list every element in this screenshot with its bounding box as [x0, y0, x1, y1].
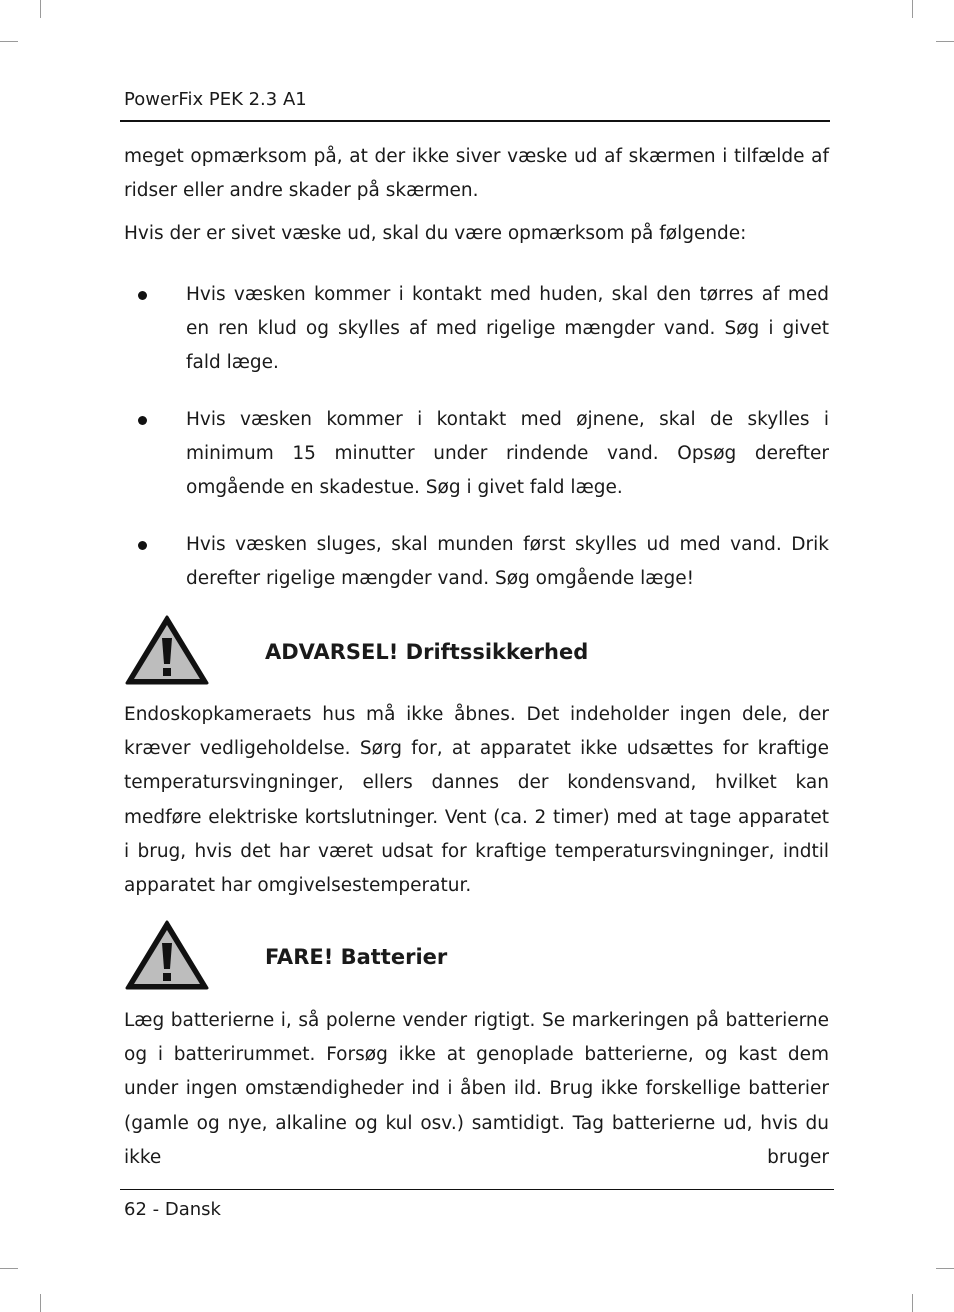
page-footer-label: 62 - Dansk — [124, 1199, 221, 1220]
bullet-dot-icon — [138, 291, 147, 300]
danger-batteries-heading: FARE! Batterier — [265, 945, 448, 969]
warning-triangle-icon — [124, 919, 210, 991]
crop-mark — [912, 1294, 913, 1312]
bullet-eye-contact: Hvis væsken kommer i kontakt med øjnene, skal de skylles i minimum 15 minutter under rindende vand. Opsøg derefter omgående en skadestue. Søg i givet fald læge. — [186, 409, 829, 499]
bullet-swallowed: Hvis væsken sluges, skal munden først skylles ud med vand. Drik derefter rigelige mængder vand. Søg omgående læge! — [186, 534, 829, 590]
crop-mark — [0, 1268, 18, 1269]
crop-mark — [0, 41, 18, 42]
warning-operating-safety-heading: ADVARSEL! Driftssikkerhed — [265, 640, 589, 664]
crop-mark — [912, 0, 913, 18]
footer-rule — [120, 1189, 834, 1190]
leak-intro-paragraph: Hvis der er sivet væske ud, skal du være opmærksom på følgende: — [124, 223, 747, 244]
batteries-paragraph: Læg batterierne i, så polerne vender rigtigt. Se markeringen på batterierne og i batterirummet. Forsøg ikke at genoplade batterierne, og kast dem under ingen omstændigheder ind i åben ild. Brug ikke forskellige batterier (gamle og nye, alkaline og kul osv.) samtidigt. Tag batterierne ud, hvis du ikke bruger — [124, 1010, 829, 1168]
bullet-skin-contact: Hvis væsken kommer i kontakt med huden, skal den tørres af med en ren klud og skylles af med rigelige mængder vand. Søg i givet fald læge. — [186, 284, 829, 374]
intro-continuation-paragraph: meget opmærksom på, at der ikke siver væske ud af skærmen i tilfælde af ridser eller andre skader på skærmen. — [124, 146, 829, 202]
crop-mark — [936, 41, 954, 42]
crop-mark — [40, 0, 41, 18]
crop-mark — [936, 1268, 954, 1269]
bullet-dot-icon — [138, 541, 147, 550]
page-header-title: PowerFix PEK 2.3 A1 — [124, 89, 307, 110]
header-rule — [120, 120, 830, 122]
bullet-dot-icon — [138, 416, 147, 425]
warning-triangle-icon — [124, 614, 210, 686]
crop-mark — [40, 1294, 41, 1312]
operating-safety-paragraph: Endoskopkameraets hus må ikke åbnes. Det indeholder ingen dele, der kræver vedligeholdelse. Sørg for, at apparatet ikke udsættes for kraftige temperatursvingninger, ellers dannes der kondensvand, hvilket kan medføre elektriske kortslutninger. Vent (ca. 2 timer) med at tage apparatet i brug, hvis det har været udsat for kraftige temperatursvingninger, indtil apparatet har omgivelsestemperatur. — [124, 704, 829, 897]
